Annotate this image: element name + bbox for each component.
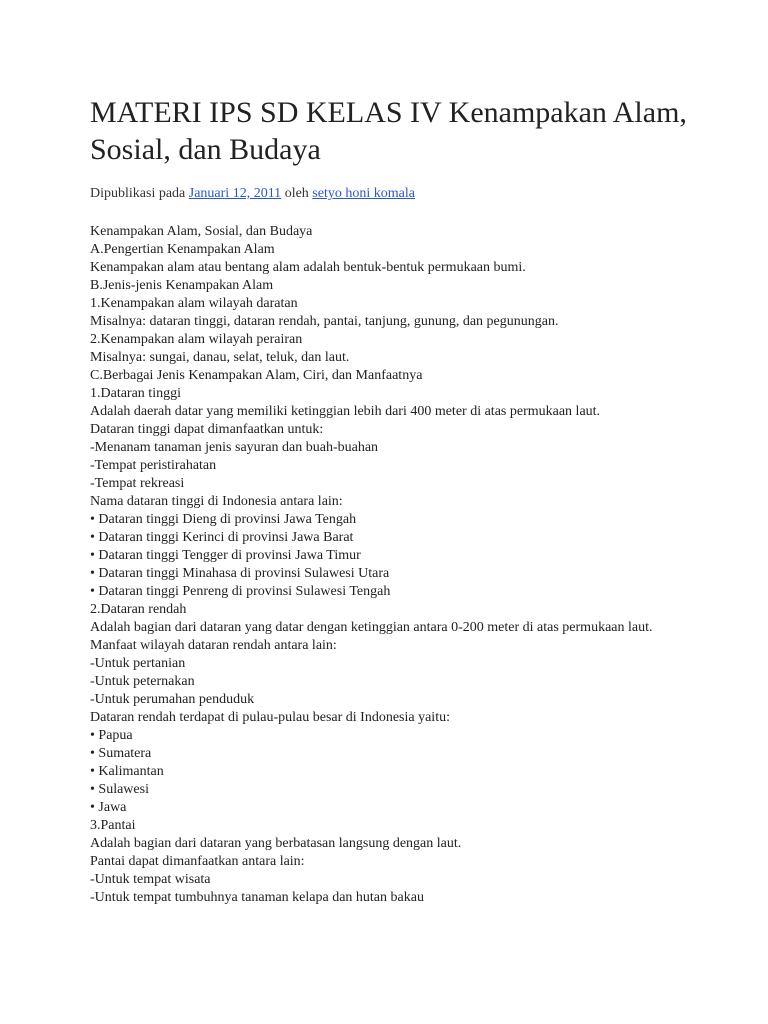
body-line: • Sulawesi <box>90 782 149 797</box>
article-body <box>90 223 690 907</box>
body-line: Misalnya: dataran tinggi, dataran rendah, pantai, tanjung, gunung, dan pegunungan. <box>90 314 559 329</box>
body-line: • Dataran tinggi Penreng di provinsi Sulawesi Tengah <box>90 584 391 599</box>
body-line: • Dataran tinggi Dieng di provinsi Jawa Tengah <box>90 512 357 527</box>
body-line: 1.Dataran tinggi <box>90 386 181 401</box>
publish-date-link[interactable]: Januari 12, 2011 <box>188 186 282 201</box>
author-link[interactable]: setyo honi komala <box>312 186 415 201</box>
body-line: • Jawa <box>90 800 127 815</box>
meta-prefix: Dipublikasi pada <box>90 186 186 201</box>
body-line: Adalah bagian dari dataran yang datar dengan ketinggian antara 0-200 meter di atas permukaan laut. <box>90 620 653 635</box>
body-line: • Kalimantan <box>90 764 164 779</box>
body-line: • Dataran tinggi Kerinci di provinsi Jawa Barat <box>90 530 354 545</box>
body-line: 3.Pantai <box>90 818 136 833</box>
body-line: • Papua <box>90 728 133 743</box>
body-line: • Dataran tinggi Minahasa di provinsi Sulawesi Utara <box>90 566 390 581</box>
body-line: Dataran tinggi dapat dimanfaatkan untuk: <box>90 422 324 437</box>
body-line: -Menanam tanaman jenis sayuran dan buah-buahan <box>90 440 379 455</box>
body-line: Nama dataran tinggi di Indonesia antara lain: <box>90 494 343 509</box>
body-line: Manfaat wilayah dataran rendah antara lain: <box>90 638 337 653</box>
body-line: A.Pengertian Kenampakan Alam <box>90 242 275 257</box>
body-line: Adalah bagian dari dataran yang berbatasan langsung dengan laut. <box>90 836 462 851</box>
body-line: Adalah daerah datar yang memiliki ketinggian lebih dari 400 meter di atas permukaan laut. <box>90 404 601 419</box>
body-line: 1.Kenampakan alam wilayah daratan <box>90 296 298 311</box>
meta-by: oleh <box>284 186 309 201</box>
body-line: -Untuk perumahan penduduk <box>90 692 255 707</box>
body-line: -Untuk tempat wisata <box>90 872 211 887</box>
body-line: Kenampakan alam atau bentang alam adalah bentuk-bentuk permukaan bumi. <box>90 260 526 275</box>
body-line: -Untuk pertanian <box>90 656 186 671</box>
article-title: MATERI IPS SD KELAS IV Kenampakan Alam, Sosial, dan Budaya <box>90 96 687 166</box>
body-line: -Tempat peristirahatan <box>90 458 217 473</box>
article <box>90 94 690 907</box>
body-line: -Tempat rekreasi <box>90 476 185 491</box>
body-line: 2.Dataran rendah <box>90 602 187 617</box>
body-line: B.Jenis-jenis Kenampakan Alam <box>90 278 274 293</box>
body-line: 2.Kenampakan alam wilayah perairan <box>90 332 303 347</box>
body-line: • Dataran tinggi Tengger di provinsi Jawa Timur <box>90 548 361 563</box>
body-line: -Untuk peternakan <box>90 674 195 689</box>
body-line: -Untuk tempat tumbuhnya tanaman kelapa dan hutan bakau <box>90 890 424 905</box>
body-line: Kenampakan Alam, Sosial, dan Budaya <box>90 224 313 239</box>
body-line: C.Berbagai Jenis Kenampakan Alam, Ciri, dan Manfaatnya <box>90 368 423 383</box>
body-line: Misalnya: sungai, danau, selat, teluk, dan laut. <box>90 350 350 365</box>
body-line: • Sumatera <box>90 746 152 761</box>
body-line: Dataran rendah terdapat di pulau-pulau besar di Indonesia yaitu: <box>90 710 450 725</box>
article-meta <box>90 185 690 203</box>
body-line: Pantai dapat dimanfaatkan antara lain: <box>90 854 305 869</box>
